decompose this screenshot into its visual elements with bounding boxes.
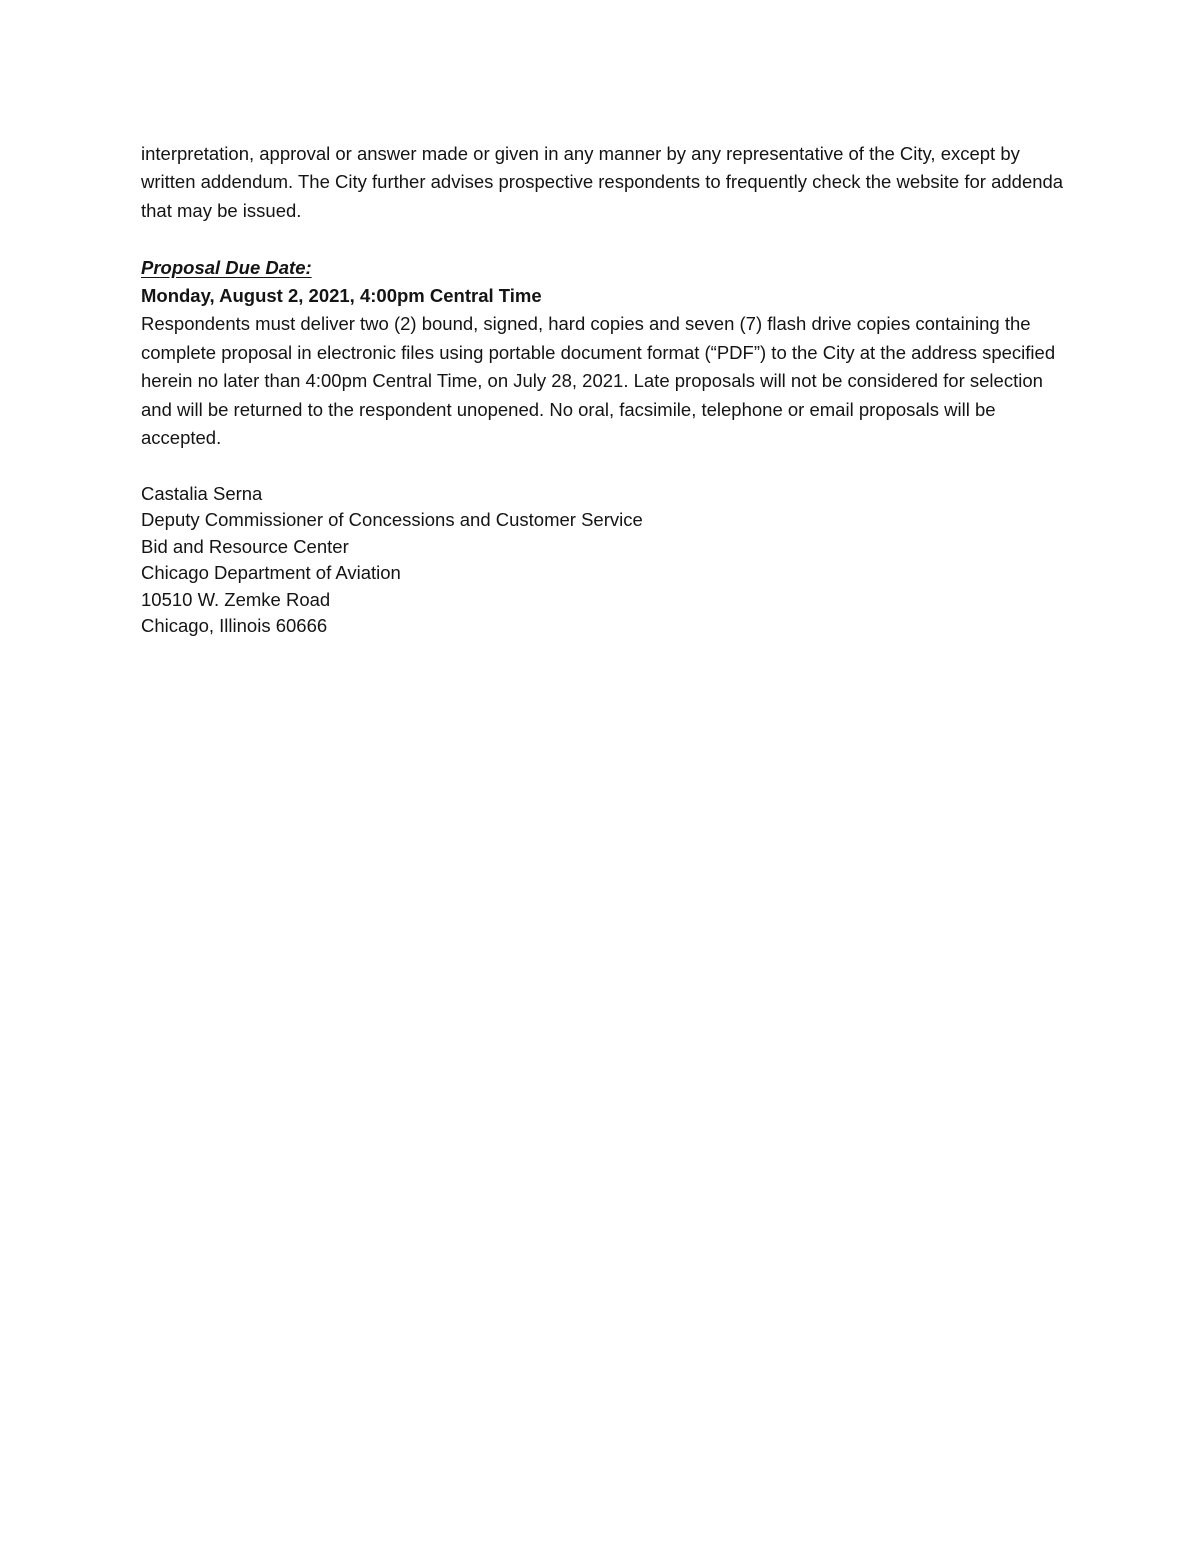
address-street: 10510 W. Zemke Road bbox=[141, 588, 331, 610]
delivery-instructions-paragraph: Respondents must deliver two (2) bound, signed, hard copies and seven (7) flash drive copies containing the complete proposal in electronic files using portable document format (“PDF”) to the City at the address specified herein no later than 4:00pm Central Time, on July 28, 2021. Late proposals will not be considered for selection and will be returned to the respondent unopened. No oral, facsimile, telephone or email proposals will be accepted. bbox=[141, 313, 1056, 449]
address-department: Chicago Department of Aviation bbox=[141, 562, 401, 584]
address-title: Deputy Commissioner of Concessions and Customer Service bbox=[141, 509, 643, 531]
address-name: Castalia Serna bbox=[141, 482, 263, 504]
delivery-address-block bbox=[141, 481, 1071, 640]
address-office: Bid and Resource Center bbox=[141, 535, 349, 557]
paragraph-spacer bbox=[141, 452, 1071, 480]
intro-paragraph: interpretation, approval or answer made or given in any manner by any representative of the City, except by written addendum. The City further advises prospective respondents to frequently check the website for addenda that may be issued. bbox=[141, 143, 1064, 221]
section-heading-proposal-due-date: Proposal Due Date: bbox=[141, 256, 312, 278]
paragraph-spacer bbox=[141, 225, 1071, 253]
address-city-state-zip: Chicago, Illinois 60666 bbox=[141, 615, 328, 637]
document-body bbox=[141, 140, 1071, 640]
due-date-line: Monday, August 2, 2021, 4:00pm Central Time bbox=[141, 285, 542, 307]
